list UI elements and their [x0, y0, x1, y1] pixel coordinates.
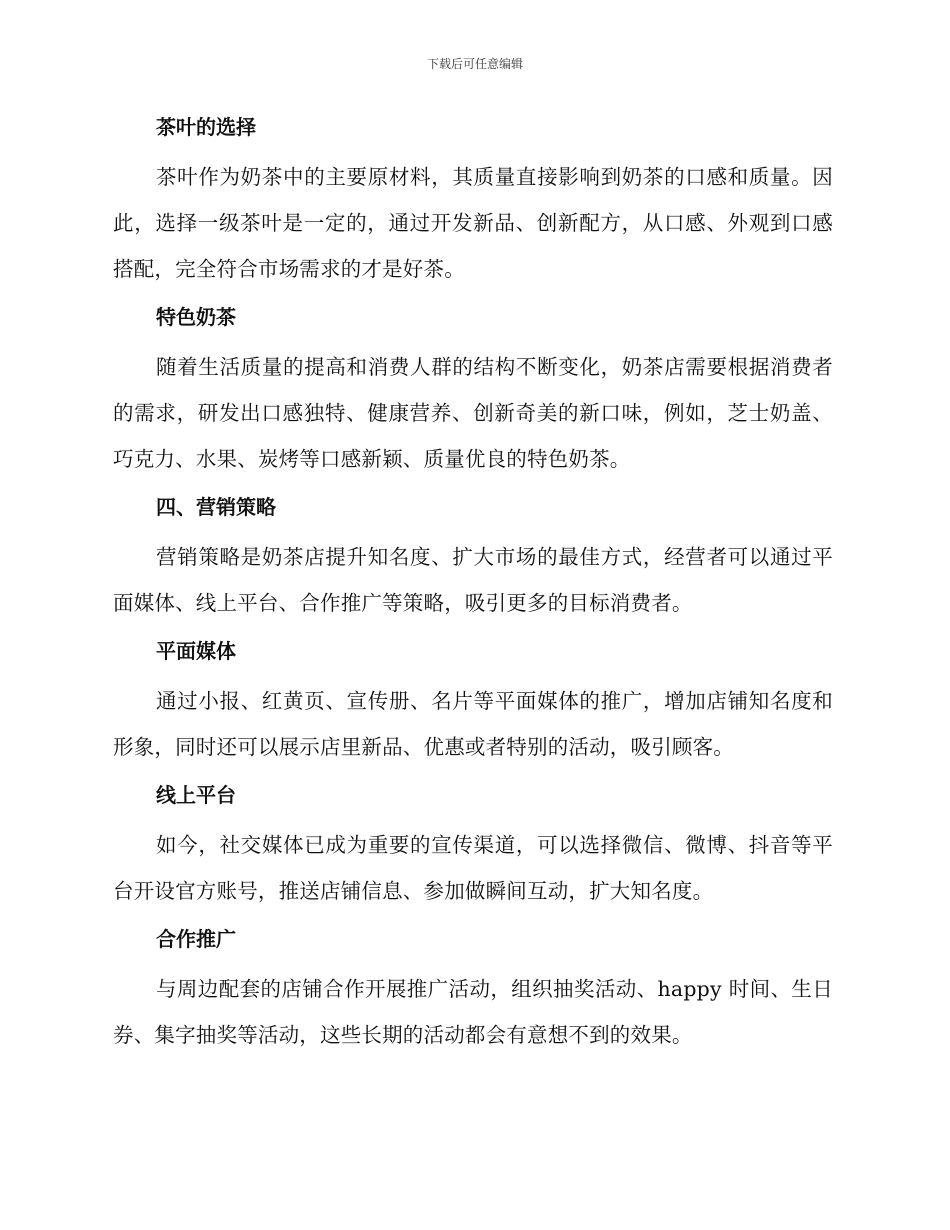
section-heading: 线上平台: [156, 783, 236, 807]
section-specialty-milk-tea: [113, 298, 833, 482]
section-heading: 合作推广: [156, 927, 236, 951]
section-heading: 平面媒体: [156, 639, 236, 663]
section-online-platform: [113, 776, 833, 914]
section-print-media: [113, 632, 833, 770]
section-paragraph: 随着生活质量的提高和消费人群的结构不断变化，奶茶店需要根据消费者的需求，研发出口感独特、健康营养、创新奇美的新口味，例如，芝士奶盖、巧克力、水果、炭烤等口感新颖、质量优良的特色奶茶。: [113, 355, 833, 471]
section-paragraph: 如今，社交媒体已成为重要的宣传渠道，可以选择微信、微博、抖音等平台开设官方账号，推送店铺信息、参加做瞬间互动，扩大知名度。: [113, 833, 833, 903]
section-paragraph: 通过小报、红黄页、宣传册、名片等平面媒体的推广，增加店铺知名度和形象，同时还可以展示店里新品、优惠或者特别的活动，吸引顾客。: [113, 689, 833, 759]
section-paragraph: 营销策略是奶茶店提升知名度、扩大市场的最佳方式，经营者可以通过平面媒体、线上平台、合作推广等策略，吸引更多的目标消费者。: [113, 545, 833, 615]
section-heading: 四、营销策略: [156, 495, 276, 519]
section-cooperative-promotion: [113, 920, 833, 1058]
document-body: [113, 108, 833, 1064]
section-marketing-strategy: [113, 488, 833, 626]
section-heading: 茶叶的选择: [156, 115, 256, 139]
section-tea-selection: [113, 108, 833, 292]
page-header: 下载后可任意编辑: [426, 57, 523, 71]
section-paragraph: 茶叶作为奶茶中的主要原材料，其质量直接影响到奶茶的口感和质量。因此，选择一级茶叶是一定的，通过开发新品、创新配方，从口感、外观到口感搭配，完全符合市场需求的才是好茶。: [113, 165, 833, 281]
section-paragraph: 与周边配套的店铺合作开展推广活动，组织抽奖活动、happy 时间、生日券、集字抽奖等活动，这些长期的活动都会有意想不到的效果。: [113, 977, 833, 1047]
section-heading: 特色奶茶: [156, 305, 236, 329]
